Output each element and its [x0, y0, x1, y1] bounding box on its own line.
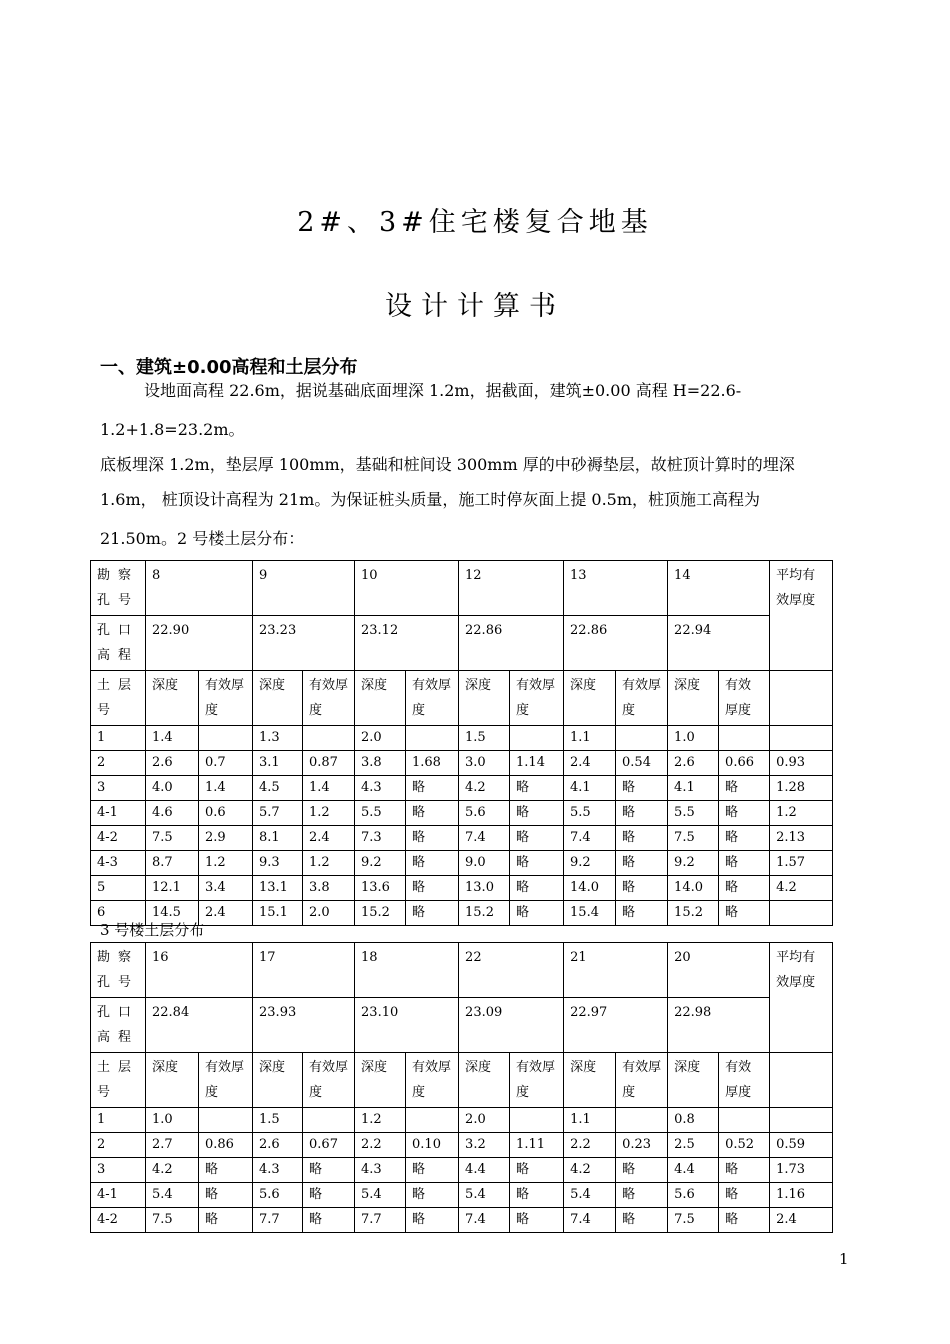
table-cell: 略 — [303, 1208, 355, 1233]
hole-number-cell: 8 — [146, 561, 253, 616]
table-cell: 1.5 — [459, 726, 510, 751]
table-row — [91, 1108, 833, 1133]
table-cell: 略 — [616, 1208, 668, 1233]
table-cell: 2.0 — [355, 726, 406, 751]
table-cell: 略 — [719, 876, 770, 901]
table-cell: 略 — [510, 851, 564, 876]
table-cell: 4.1 — [564, 776, 616, 801]
depth-header: 深度 — [253, 1053, 303, 1108]
table-cell: 1.1 — [564, 1108, 616, 1133]
table-cell: 略 — [406, 876, 459, 901]
table-cell: 7.5 — [668, 826, 719, 851]
table-cell — [303, 1108, 355, 1133]
table-cell: 略 — [199, 1158, 253, 1183]
hole-elevation-cell: 23.10 — [355, 998, 459, 1053]
table-cell: 5.6 — [668, 1183, 719, 1208]
table-cell — [719, 1108, 770, 1133]
table-cell: 1.2 — [355, 1108, 406, 1133]
depth-header: 深度 — [459, 1053, 510, 1108]
table-cell: 1.4 — [146, 726, 199, 751]
table-cell: 略 — [616, 826, 668, 851]
table-cell: 略 — [616, 776, 668, 801]
table-cell: 略 — [616, 851, 668, 876]
table-cell: 略 — [406, 776, 459, 801]
table-cell: 略 — [510, 801, 564, 826]
table-cell: 0.52 — [719, 1133, 770, 1158]
hole-elevation-header: 孔口高程 — [91, 998, 146, 1053]
hole-number-cell: 10 — [355, 561, 459, 616]
document-subtitle: 设计计算书 — [385, 291, 565, 322]
table-cell — [510, 726, 564, 751]
table-cell: 13.6 — [355, 876, 406, 901]
table-cell: 略 — [719, 826, 770, 851]
table-cell: 略 — [616, 1183, 668, 1208]
table-cell: 2.7 — [146, 1133, 199, 1158]
table-cell: 略 — [719, 1208, 770, 1233]
table-cell: 4.4 — [668, 1158, 719, 1183]
table-cell: 7.4 — [564, 1208, 616, 1233]
table-cell: 0.59 — [770, 1133, 833, 1158]
table-cell: 略 — [510, 776, 564, 801]
table-cell: 5.5 — [668, 801, 719, 826]
table-cell: 0.8 — [668, 1108, 719, 1133]
table-cell: 略 — [719, 851, 770, 876]
eff-thickness-header: 有效厚度 — [616, 671, 668, 726]
eff-thickness-header: 有效厚度 — [199, 1053, 253, 1108]
table-cell: 略 — [719, 1183, 770, 1208]
empty-cell — [770, 1053, 833, 1108]
table-cell: 7.4 — [459, 826, 510, 851]
table-cell: 略 — [616, 901, 668, 926]
table-cell — [199, 726, 253, 751]
avg-eff-thickness-header: 平均有效厚度 — [770, 561, 833, 671]
layer-number-cell: 5 — [91, 876, 146, 901]
hole-number-row — [91, 561, 833, 616]
hole-elevation-cell: 22.84 — [146, 998, 253, 1053]
table-cell: 15.2 — [668, 901, 719, 926]
table-cell: 1.1 — [564, 726, 616, 751]
hole-elevation-cell: 22.86 — [459, 616, 564, 671]
table-cell: 1.4 — [303, 776, 355, 801]
table-cell: 7.3 — [355, 826, 406, 851]
table-cell: 略 — [616, 876, 668, 901]
eff-thickness-header: 有效厚度 — [719, 1053, 770, 1108]
table-row — [91, 751, 833, 776]
hole-elevation-row — [91, 998, 833, 1053]
eff-thickness-header: 有效厚度 — [406, 671, 459, 726]
depth-header: 深度 — [146, 671, 199, 726]
table-cell: 3.8 — [303, 876, 355, 901]
hole-elevation-row — [91, 616, 833, 671]
table-cell: 2.2 — [355, 1133, 406, 1158]
depth-header: 深度 — [253, 671, 303, 726]
table-cell — [199, 1108, 253, 1133]
table-cell: 0.54 — [616, 751, 668, 776]
table-cell: 3.2 — [459, 1133, 510, 1158]
layer-number-header: 土层号 — [91, 671, 146, 726]
eff-thickness-header: 有效厚度 — [719, 671, 770, 726]
table-cell: 5.4 — [459, 1183, 510, 1208]
hole-number-cell: 9 — [253, 561, 355, 616]
table-cell: 8.1 — [253, 826, 303, 851]
depth-header: 深度 — [564, 1053, 616, 1108]
page-number: 1 — [839, 1250, 849, 1268]
layer-number-cell: 6 — [91, 901, 146, 926]
hole-elevation-cell: 22.86 — [564, 616, 668, 671]
eff-thickness-header: 有效厚度 — [406, 1053, 459, 1108]
paragraph-4: 1.6m， 桩顶设计高程为 21m。为保证桩头质量，施工时停灰面上提 0.5m，桩顶施工高程为 — [100, 490, 761, 509]
table-cell: 15.4 — [564, 901, 616, 926]
table-row — [91, 1158, 833, 1183]
table-cell: 4.1 — [668, 776, 719, 801]
table-cell: 15.2 — [459, 901, 510, 926]
table-cell: 略 — [303, 1158, 355, 1183]
table-cell: 4.2 — [770, 876, 833, 901]
table-cell: 3.8 — [355, 751, 406, 776]
table-cell: 1.14 — [510, 751, 564, 776]
table-cell: 2.6 — [146, 751, 199, 776]
layer-number-header: 土层号 — [91, 1053, 146, 1108]
table-cell: 9.2 — [355, 851, 406, 876]
table-cell: 2.4 — [303, 826, 355, 851]
table-cell: 5.5 — [564, 801, 616, 826]
table-cell: 7.5 — [668, 1208, 719, 1233]
paragraph-1: 设地面高程 22.6m，据说基础底面埋深 1.2m，据截面，建筑±0.00 高程 H=22.6- — [144, 381, 742, 400]
layer-number-cell: 4-3 — [91, 851, 146, 876]
hole-number-cell: 20 — [668, 943, 770, 998]
hole-number-cell: 18 — [355, 943, 459, 998]
table-cell: 4.3 — [253, 1158, 303, 1183]
table-cell: 7.5 — [146, 1208, 199, 1233]
table-cell: 7.4 — [564, 826, 616, 851]
table-row — [91, 851, 833, 876]
table-cell: 2.0 — [303, 901, 355, 926]
table-cell: 13.1 — [253, 876, 303, 901]
hole-elevation-cell: 22.98 — [668, 998, 770, 1053]
table-cell: 1.0 — [146, 1108, 199, 1133]
eff-thickness-header: 有效厚度 — [510, 1053, 564, 1108]
table-cell: 略 — [719, 901, 770, 926]
hole-elevation-cell: 23.09 — [459, 998, 564, 1053]
table-cell: 1.3 — [253, 726, 303, 751]
table-row — [91, 801, 833, 826]
table-cell: 0.66 — [719, 751, 770, 776]
table-cell — [616, 726, 668, 751]
table-cell: 2.0 — [459, 1108, 510, 1133]
table-cell: 略 — [719, 776, 770, 801]
table-cell — [510, 1108, 564, 1133]
table-row — [91, 826, 833, 851]
hole-elevation-cell: 23.93 — [253, 998, 355, 1053]
empty-cell — [770, 671, 833, 726]
table-cell — [770, 901, 833, 926]
layer-number-cell: 1 — [91, 1108, 146, 1133]
table-cell: 12.1 — [146, 876, 199, 901]
table-cell: 7.5 — [146, 826, 199, 851]
table-cell: 15.2 — [355, 901, 406, 926]
depth-header: 深度 — [355, 1053, 406, 1108]
table-cell: 略 — [406, 801, 459, 826]
table-cell: 5.7 — [253, 801, 303, 826]
table-cell: 3.0 — [459, 751, 510, 776]
table-cell: 略 — [199, 1183, 253, 1208]
table-row — [91, 1183, 833, 1208]
table-cell: 2.4 — [199, 901, 253, 926]
table-cell: 14.0 — [564, 876, 616, 901]
soil-layer-table-building-3 — [90, 942, 833, 1233]
table-cell: 4.2 — [146, 1158, 199, 1183]
table-cell — [616, 1108, 668, 1133]
table-cell: 0.6 — [199, 801, 253, 826]
table-row — [91, 776, 833, 801]
layer-number-cell: 1 — [91, 726, 146, 751]
table-cell: 1.57 — [770, 851, 833, 876]
hole-elevation-header: 孔口高程 — [91, 616, 146, 671]
hole-number-row — [91, 943, 833, 998]
eff-thickness-header: 有效厚度 — [199, 671, 253, 726]
table-cell: 5.5 — [355, 801, 406, 826]
table-cell: 4.6 — [146, 801, 199, 826]
hole-number-header: 勘察孔号 — [91, 943, 146, 998]
table-cell: 略 — [406, 826, 459, 851]
layer-number-cell: 3 — [91, 776, 146, 801]
table-cell: 0.23 — [616, 1133, 668, 1158]
table-cell: 1.2 — [303, 851, 355, 876]
table-cell: 7.7 — [355, 1208, 406, 1233]
table-cell: 略 — [510, 901, 564, 926]
table-cell: 4.2 — [459, 776, 510, 801]
table-cell: 0.67 — [303, 1133, 355, 1158]
table-cell: 2.6 — [253, 1133, 303, 1158]
table-row — [91, 876, 833, 901]
building-3-label: 3 号楼土层分布 — [100, 921, 205, 939]
table-cell: 1.2 — [199, 851, 253, 876]
hole-number-cell: 22 — [459, 943, 564, 998]
table-cell: 0.86 — [199, 1133, 253, 1158]
eff-thickness-header: 有效厚度 — [616, 1053, 668, 1108]
table-cell: 2.13 — [770, 826, 833, 851]
column-header-row — [91, 671, 833, 726]
table-row — [91, 726, 833, 751]
table-cell: 略 — [510, 1208, 564, 1233]
hole-elevation-cell: 22.90 — [146, 616, 253, 671]
paragraph-3: 底板埋深 1.2m，垫层厚 100mm，基础和桩间设 300mm 厚的中砂褥垫层，故桩顶计算时的埋深 — [100, 455, 795, 474]
table-cell — [770, 1108, 833, 1133]
layer-number-cell: 2 — [91, 1133, 146, 1158]
table-cell: 略 — [406, 1183, 459, 1208]
table-cell: 0.10 — [406, 1133, 459, 1158]
hole-number-header: 勘察孔号 — [91, 561, 146, 616]
table-cell: 4.3 — [355, 776, 406, 801]
table-cell — [406, 726, 459, 751]
table-cell: 4.3 — [355, 1158, 406, 1183]
table-cell — [719, 726, 770, 751]
table-cell: 略 — [406, 1158, 459, 1183]
table-cell: 1.4 — [199, 776, 253, 801]
eff-thickness-header: 有效厚度 — [510, 671, 564, 726]
table-cell: 略 — [303, 1183, 355, 1208]
table-cell: 1.68 — [406, 751, 459, 776]
table-cell: 5.4 — [564, 1183, 616, 1208]
table-cell: 7.4 — [459, 1208, 510, 1233]
table-row — [91, 1133, 833, 1158]
eff-thickness-header: 有效厚度 — [303, 1053, 355, 1108]
depth-header: 深度 — [146, 1053, 199, 1108]
avg-eff-thickness-header: 平均有效厚度 — [770, 943, 833, 1053]
table-cell: 略 — [616, 801, 668, 826]
depth-header: 深度 — [459, 671, 510, 726]
soil-layer-table-building-2 — [90, 560, 833, 926]
paragraph-5: 21.50m。2 号楼土层分布： — [100, 529, 305, 548]
table-cell: 4.0 — [146, 776, 199, 801]
table-cell — [770, 726, 833, 751]
table-cell: 2.6 — [668, 751, 719, 776]
layer-number-cell: 4-1 — [91, 801, 146, 826]
hole-number-cell: 14 — [668, 561, 770, 616]
hole-number-cell: 17 — [253, 943, 355, 998]
table-cell: 略 — [719, 1158, 770, 1183]
table-cell: 9.2 — [564, 851, 616, 876]
table-cell: 9.3 — [253, 851, 303, 876]
table-cell: 略 — [199, 1208, 253, 1233]
table-cell: 4.2 — [564, 1158, 616, 1183]
table-cell: 2.4 — [564, 751, 616, 776]
table-cell: 4.5 — [253, 776, 303, 801]
table-cell — [303, 726, 355, 751]
layer-number-cell: 4-2 — [91, 826, 146, 851]
table-cell: 0.93 — [770, 751, 833, 776]
table-cell: 1.2 — [770, 801, 833, 826]
table-cell: 2.2 — [564, 1133, 616, 1158]
table-cell: 13.0 — [459, 876, 510, 901]
hole-elevation-cell: 23.23 — [253, 616, 355, 671]
table-cell: 1.16 — [770, 1183, 833, 1208]
layer-number-cell: 2 — [91, 751, 146, 776]
table-cell: 略 — [719, 801, 770, 826]
table-cell: 1.28 — [770, 776, 833, 801]
table-cell: 4.4 — [459, 1158, 510, 1183]
depth-header: 深度 — [355, 671, 406, 726]
table-cell: 略 — [510, 826, 564, 851]
depth-header: 深度 — [564, 671, 616, 726]
depth-header: 深度 — [668, 1053, 719, 1108]
eff-thickness-header: 有效厚度 — [303, 671, 355, 726]
table-cell: 2.9 — [199, 826, 253, 851]
hole-elevation-cell: 23.12 — [355, 616, 459, 671]
table-cell: 2.5 — [668, 1133, 719, 1158]
table-row — [91, 1208, 833, 1233]
table-cell: 1.5 — [253, 1108, 303, 1133]
hole-number-cell: 16 — [146, 943, 253, 998]
table-cell: 1.73 — [770, 1158, 833, 1183]
hole-number-cell: 21 — [564, 943, 668, 998]
table-cell: 5.6 — [253, 1183, 303, 1208]
hole-elevation-cell: 22.97 — [564, 998, 668, 1053]
table-cell: 9.0 — [459, 851, 510, 876]
table-cell: 0.7 — [199, 751, 253, 776]
table-cell: 略 — [616, 1158, 668, 1183]
table-cell: 1.0 — [668, 726, 719, 751]
hole-elevation-cell: 22.94 — [668, 616, 770, 671]
paragraph-2: 1.2+1.8=23.2m。 — [100, 420, 245, 439]
hole-number-cell: 12 — [459, 561, 564, 616]
table-cell: 14.5 — [146, 901, 199, 926]
layer-number-cell: 3 — [91, 1158, 146, 1183]
table-cell — [406, 1108, 459, 1133]
document-title: 2#、3#住宅楼复合地基 — [297, 207, 653, 238]
table-cell: 3.4 — [199, 876, 253, 901]
table-cell: 略 — [510, 1183, 564, 1208]
section-heading-1: 一、建筑±0.00高程和土层分布 — [100, 357, 358, 378]
table-cell: 14.0 — [668, 876, 719, 901]
table-cell: 1.11 — [510, 1133, 564, 1158]
table-cell: 5.6 — [459, 801, 510, 826]
table-cell: 略 — [406, 901, 459, 926]
table-cell: 9.2 — [668, 851, 719, 876]
table-cell: 略 — [510, 1158, 564, 1183]
table-cell: 2.4 — [770, 1208, 833, 1233]
layer-number-cell: 4-2 — [91, 1208, 146, 1233]
table-cell: 5.4 — [146, 1183, 199, 1208]
table-cell: 1.2 — [303, 801, 355, 826]
column-header-row — [91, 1053, 833, 1108]
layer-number-cell: 4-1 — [91, 1183, 146, 1208]
table-cell: 8.7 — [146, 851, 199, 876]
table-cell: 3.1 — [253, 751, 303, 776]
table-cell: 7.7 — [253, 1208, 303, 1233]
table-cell: 15.1 — [253, 901, 303, 926]
table-cell: 略 — [406, 851, 459, 876]
table-cell: 略 — [406, 1208, 459, 1233]
hole-number-cell: 13 — [564, 561, 668, 616]
table-cell: 略 — [510, 876, 564, 901]
table-cell: 5.4 — [355, 1183, 406, 1208]
table-cell: 0.87 — [303, 751, 355, 776]
depth-header: 深度 — [668, 671, 719, 726]
